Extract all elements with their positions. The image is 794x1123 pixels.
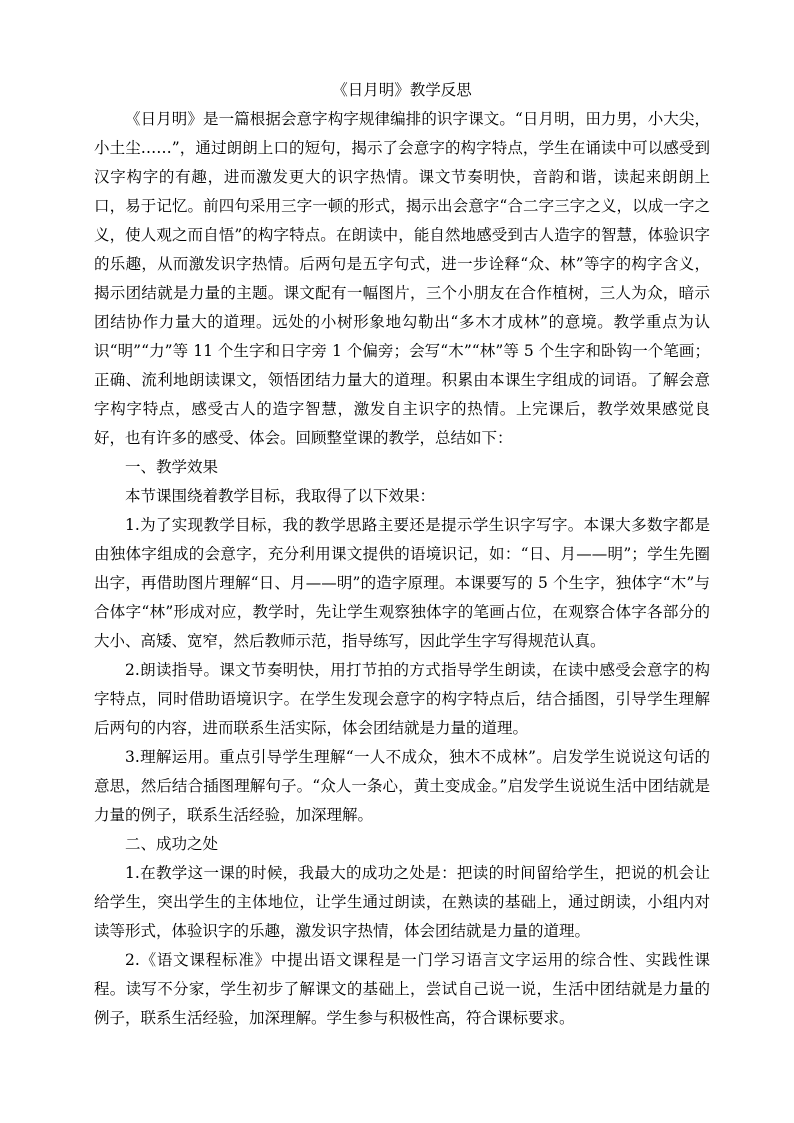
document-title: 《日月明》教学反思 (332, 81, 472, 99)
section2-paragraph-2: 2.《语文课程标准》中提出语文课程是一门学习语言文字运用的综合性、实践性课程。读写不分家，学生初步了解课文的基础上，尝试自己说一说，生活中团结就是力量的例子，联系生活经验，加深理解。学生参与积极性高，符合课标要求。 (94, 951, 710, 1027)
document-page (94, 76, 710, 1033)
section1-lead-paragraph: 本节课围绕着教学目标，我取得了以下效果： (125, 487, 436, 505)
section1-paragraph-3: 3.理解运用。重点引导学生理解“一人不成众，独木不成林”。启发学生说说这句话的意思，然后结合插图理解句子。“众人一条心，黄土变成金。”启发学生说说生活中团结就是力量的例子，联系生活经验，加深理解。 (94, 748, 710, 824)
section1-paragraph-1: 1.为了实现教学目标，我的教学思路主要还是提示学生识字写字。本课大多数字都是由独体字组成的会意字，充分利用课文提供的语境识记，如：“日、月——明”；学生先圈出字，再借助图片理解“日、月——明”的造字原理。本课要写的 5 个生字，独体字“木”与合体字“林”形成对应，教学时，先让学生观察独体字的笔画占位，在观察合体字各部分的大小、高矮、宽窄，然后教师示范，指导练写，因此学生字写得规范认真。 (94, 516, 710, 650)
intro-paragraph: 《日月明》是一篇根据会意字构字规律编排的识字课文。“日月明，田力男，小大尖，小土尘……”，通过朗朗上口的短句，揭示了会意字的构字特点，学生在诵读中可以感受到汉字构字的有趣，进而激发更大的识字热情。课文节奏明快，音韵和谐，读起来朗朗上口，易于记忆。前四句采用三字一顿的形式，揭示出会意字“合二字三字之义，以成一字之义，使人观之而自悟”的构字特点。在朗读中，能自然地感受到古人造字的智慧，体验识字的乐趣，从而激发识字热情。后两句是五字句式，进一步诠释“众、林”等字的构字含义，揭示团结就是力量的主题。课文配有一幅图片，三个小朋友在合作植树，三人为众，暗示团结协作力量大的道理。远处的小树形象地勾勒出“多木才成林”的意境。教学重点为认识“明”“力”等 11 个生字和日字旁 1 个偏旁；会写“木”“林”等 5 个生字和卧钩一个笔画；正确、流利地朗读课文，领悟团结力量大的道理。积累由本课生字组成的词语。了解会意字构字特点，感受古人的造字智慧，激发自主识字的热情。上完课后，教学效果感觉良好，也有许多的感受、体会。回顾整堂课的教学，总结如下： (94, 110, 710, 447)
section2-paragraph-1: 1.在教学这一课的时候，我最大的成功之处是：把读的时间留给学生，把说的机会让给学生，突出学生的主体地位，让学生通过朗读，在熟读的基础上，通过朗读，小组内对读等形式，体验识字的乐趣，激发识字热情，体会团结就是力量的道理。 (94, 864, 710, 940)
section1-paragraph-2: 2.朗读指导。课文节奏明快，用打节拍的方式指导学生朗读，在读中感受会意字的构字特点，同时借助语境识字。在学生发现会意字的构字特点后，结合插图，引导学生理解后两句的内容，进而联系生活实际，体会团结就是力量的道理。 (94, 661, 710, 737)
section-heading-success: 二、成功之处 (125, 835, 219, 853)
section-heading-teaching-effect: 一、教学效果 (125, 458, 219, 476)
